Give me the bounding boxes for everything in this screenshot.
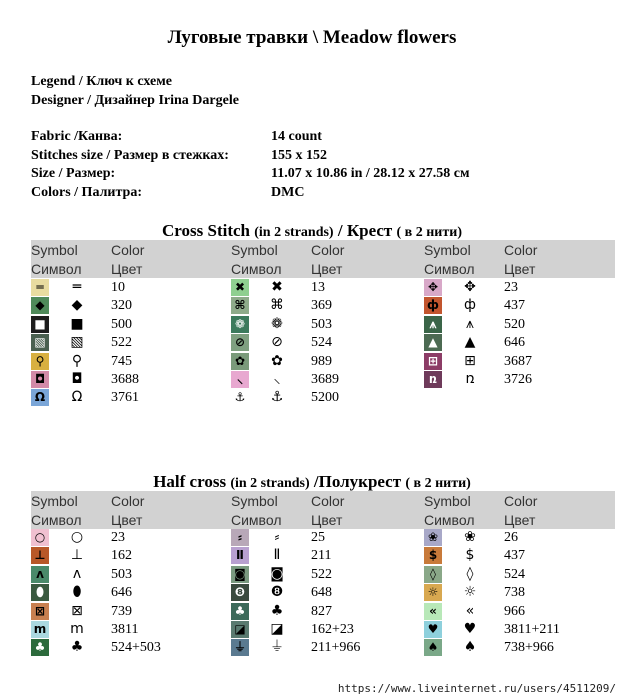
stitch-symbol-icon: ʌ [72, 565, 82, 582]
stitch-symbol-icon: ⊘ [271, 334, 283, 351]
color-swatch: ⬮ [31, 584, 49, 601]
stitch-symbol-icon: m [70, 621, 84, 637]
legend-row [424, 566, 614, 584]
stitch-symbol-icon: ♣ [70, 639, 84, 656]
legend-row [424, 371, 614, 389]
color-swatch: ♣ [231, 603, 249, 620]
source-url[interactable]: https://www.liveinternet.ru/users/4511209/ [337, 682, 616, 695]
stitch-symbol-icon: ⸜ [273, 371, 281, 387]
legend-row [31, 529, 221, 547]
dmc-color-code: 738+966 [504, 640, 554, 656]
header-symbol-ru: Символ [231, 261, 282, 277]
color-swatch: ⸜ [231, 371, 249, 388]
stitch-symbol-icon: ❁ [271, 315, 283, 332]
dmc-color-code: 500 [111, 316, 132, 332]
dmc-color-code: 3761 [111, 390, 139, 406]
color-swatch: ⏚ [231, 639, 249, 656]
stitch-symbol-icon: ⚓ [270, 389, 284, 406]
dmc-color-code: 437 [504, 548, 525, 564]
legend-row [231, 547, 421, 565]
header-symbol: Symbol [424, 493, 471, 509]
stitch-symbol-icon: « [465, 602, 475, 619]
stitch-symbol-icon: ⌘ [270, 297, 284, 314]
stitch-symbol-icon: ✖ [271, 279, 283, 295]
color-swatch: Ω [31, 389, 49, 406]
stitch-symbol-icon: ♠ [463, 639, 477, 656]
header-color: Color [111, 493, 145, 509]
dmc-color-code: 524 [504, 566, 525, 582]
header-symbol: Symbol [231, 493, 278, 509]
header-color: Color [311, 242, 345, 258]
header-symbol-ru: Символ [31, 512, 82, 528]
dmc-color-code: 3811 [111, 622, 139, 637]
stitch-symbol-icon: Ⅱ [273, 547, 281, 564]
legend-row [231, 297, 421, 315]
dmc-color-code: 646 [504, 335, 525, 351]
stitch-symbol-icon: ⏚ [270, 639, 284, 656]
color-swatch: ═ [31, 279, 49, 296]
stitch-symbol-icon: ⚲ [71, 352, 83, 369]
color-swatch: ռ [424, 371, 442, 388]
half-title-strands: (in 2 strands) [230, 476, 310, 491]
dmc-color-code: 739 [111, 603, 132, 619]
fabric-value: 14 count [271, 129, 322, 144]
stitch-symbol-icon: ♥ [463, 621, 477, 637]
header-color-ru: Цвет [311, 261, 343, 277]
stitch-symbol-icon: ռ [465, 371, 475, 387]
header-color: Color [311, 493, 345, 509]
cross-section-title [0, 221, 624, 241]
color-swatch: ⊠ [31, 603, 49, 620]
color-swatch: ⚓ [231, 389, 249, 406]
page-title: Луговые травки \ Meadow flowers [167, 27, 457, 48]
legend-row [231, 371, 421, 389]
dmc-color-code: 3811+211 [504, 622, 560, 637]
dmc-color-code: 10 [111, 280, 125, 295]
dmc-color-code: 13 [311, 280, 325, 295]
dmc-color-code: 211 [311, 548, 332, 564]
cross-title-main: Cross Stitch [162, 221, 250, 240]
color-swatch: ⩚ [424, 316, 442, 333]
legend-row [231, 316, 421, 334]
dmc-color-code: 3688 [111, 372, 139, 387]
stitch-symbol-icon: ⊥ [70, 547, 84, 564]
half-title-strands-ru: ( в 2 нити) [405, 476, 471, 491]
legend-row [231, 584, 421, 602]
size-value: 11.07 x 10.86 in / 28.12 x 27.58 см [271, 166, 470, 181]
color-swatch: $ [424, 547, 442, 564]
stitch-symbol-icon: ♣ [270, 602, 284, 619]
stitch-symbol-icon: ☼ [463, 584, 477, 601]
header-color-ru: Цвет [311, 512, 343, 528]
colors-label: Colors / Палитра: [31, 185, 142, 200]
legend-row [424, 547, 614, 565]
legend-row [424, 297, 614, 315]
dmc-color-code: 989 [311, 353, 332, 369]
color-swatch: ⊥ [31, 547, 49, 564]
stitch-symbol-icon: ⩚ [466, 315, 474, 332]
legend-row [231, 621, 421, 639]
header-color-ru: Цвет [111, 261, 143, 277]
designer-label: Designer / Дизайнер Irina Dargele [31, 93, 239, 108]
legend-row [31, 639, 221, 657]
color-swatch: ◪ [231, 621, 249, 638]
fabric-label: Fabric /Канва: [31, 129, 123, 144]
color-swatch: ■ [31, 316, 49, 333]
legend-row [231, 389, 421, 407]
color-swatch: ▲ [424, 334, 442, 351]
color-swatch: ʌ [31, 566, 49, 583]
legend-row [424, 529, 614, 547]
dmc-color-code: 522 [111, 335, 132, 351]
color-swatch: ✖ [231, 279, 249, 296]
legend-row [31, 371, 221, 389]
color-swatch: ◆ [31, 297, 49, 314]
stitch-symbol-icon: ✿ [271, 352, 283, 369]
color-swatch: ✿ [231, 353, 249, 370]
legend-label: Legend / Ключ к схеме [31, 74, 173, 89]
color-swatch: ▧ [31, 334, 49, 351]
legend-row [424, 353, 614, 371]
legend-row [231, 566, 421, 584]
stitch-symbol-icon: ◪ [270, 621, 284, 637]
header-color: Color [504, 242, 538, 258]
dmc-color-code: 522 [311, 566, 332, 582]
stitch-symbol-icon: ⊞ [464, 352, 476, 369]
dmc-color-code: 745 [111, 353, 132, 369]
stitch-symbol-icon: ◆ [71, 297, 83, 314]
color-swatch: ♥ [424, 621, 442, 638]
header-symbol-ru: Символ [31, 261, 82, 277]
color-swatch: ⊘ [231, 334, 249, 351]
stitch-symbol-icon: ○ [70, 529, 84, 545]
stitch-symbol-icon: ▧ [70, 334, 84, 351]
dmc-color-code: 503 [311, 316, 332, 332]
dmc-color-code: 646 [111, 585, 132, 601]
stitch-symbol-icon: ⸗ [274, 529, 280, 545]
legend-row [31, 621, 221, 639]
color-swatch: ◘ [31, 371, 49, 388]
legend-row [424, 279, 614, 297]
stitch-symbol-icon: ◙ [270, 565, 284, 582]
dmc-color-code: 211+966 [311, 640, 361, 656]
color-swatch: ф [424, 297, 442, 314]
dmc-color-code: 966 [504, 603, 525, 619]
color-swatch: ⚲ [31, 353, 49, 370]
dmc-color-code: 738 [504, 585, 525, 601]
legend-row [424, 316, 614, 334]
legend-row [31, 316, 221, 334]
color-swatch: ◙ [231, 566, 249, 583]
dmc-color-code: 23 [111, 530, 125, 545]
legend-row [231, 529, 421, 547]
half-title-ru: /Полукрест [313, 472, 402, 491]
legend-row [424, 603, 614, 621]
color-swatch: ♣ [31, 639, 49, 656]
stitch-symbol-icon: ◊ [466, 565, 474, 582]
stitch-symbol-icon: ▲ [464, 334, 476, 351]
dmc-color-code: 827 [311, 603, 332, 619]
legend-row [31, 566, 221, 584]
legend-row [231, 639, 421, 657]
dmc-color-code: 3726 [504, 372, 532, 387]
legend-row [31, 389, 221, 407]
header-symbol: Symbol [31, 493, 78, 509]
dmc-color-code: 369 [311, 298, 332, 314]
header-color: Color [111, 242, 145, 258]
stitch-symbol-icon: ■ [70, 315, 84, 332]
dmc-color-code: 26 [504, 530, 518, 545]
stitch-symbol-icon: ❀ [464, 529, 476, 545]
stitches-label: Stitches size / Размер в стежках: [31, 148, 229, 163]
cross-title-ru: / Крест [337, 221, 393, 240]
stitch-symbol-icon: ✥ [464, 279, 476, 295]
color-swatch: « [424, 603, 442, 620]
stitches-value: 155 x 152 [271, 148, 327, 163]
legend-row [231, 603, 421, 621]
header-color-ru: Цвет [504, 261, 536, 277]
header-color-ru: Цвет [111, 512, 143, 528]
dmc-color-code: 162+23 [311, 622, 354, 637]
dmc-color-code: 437 [504, 298, 525, 314]
color-swatch: ☼ [424, 584, 442, 601]
color-swatch: ❁ [231, 316, 249, 333]
header-symbol: Symbol [231, 242, 278, 258]
color-swatch: ⸗ [231, 529, 249, 546]
stitch-symbol-icon: ◘ [71, 371, 83, 387]
color-swatch: ❽ [231, 584, 249, 601]
header-color-ru: Цвет [504, 512, 536, 528]
half-section-title [0, 472, 624, 492]
cross-title-strands: (in 2 strands) [254, 225, 334, 240]
color-swatch: Ⅱ [231, 547, 249, 564]
legend-row [424, 584, 614, 602]
dmc-color-code: 320 [111, 298, 132, 314]
legend-row [424, 639, 614, 657]
half-title-main: Half cross [153, 472, 227, 491]
legend-row [231, 334, 421, 352]
color-swatch: ❀ [424, 529, 442, 546]
colors-value: DMC [271, 185, 305, 200]
stitch-symbol-icon: ф [464, 297, 476, 314]
legend-row [31, 334, 221, 352]
cross-title-strands-ru: ( в 2 нити) [396, 225, 462, 240]
stitch-symbol-icon: ⊠ [71, 602, 83, 619]
color-swatch: ✥ [424, 279, 442, 296]
size-label: Size / Размер: [31, 166, 116, 181]
dmc-color-code: 23 [504, 280, 518, 295]
stitch-symbol-icon: ═ [72, 279, 82, 295]
legend-row [31, 353, 221, 371]
stitch-symbol-icon: ⬮ [72, 584, 82, 601]
color-swatch: ⊞ [424, 353, 442, 370]
dmc-color-code: 162 [111, 548, 132, 564]
header-symbol-ru: Символ [231, 512, 282, 528]
dmc-color-code: 524+503 [111, 640, 161, 656]
color-swatch: ⌘ [231, 297, 249, 314]
legend-row [231, 279, 421, 297]
legend-row [424, 621, 614, 639]
dmc-color-code: 3689 [311, 372, 339, 387]
dmc-color-code: 3687 [504, 353, 532, 369]
legend-row [31, 603, 221, 621]
dmc-color-code: 503 [111, 566, 132, 582]
color-swatch: m [31, 621, 49, 638]
legend-row [31, 297, 221, 315]
legend-row [231, 353, 421, 371]
header-color: Color [504, 493, 538, 509]
header-symbol: Symbol [424, 242, 471, 258]
color-swatch: ○ [31, 529, 49, 546]
stitch-symbol-icon: Ω [71, 389, 83, 406]
stitch-symbol-icon: $ [465, 547, 475, 564]
dmc-color-code: 520 [504, 316, 525, 332]
color-swatch: ♠ [424, 639, 442, 656]
dmc-color-code: 5200 [311, 390, 339, 406]
legend-row [31, 547, 221, 565]
legend-row [31, 584, 221, 602]
header-symbol: Symbol [31, 242, 78, 258]
header-symbol-ru: Символ [424, 261, 475, 277]
header-symbol-ru: Символ [424, 512, 475, 528]
dmc-color-code: 25 [311, 530, 325, 545]
color-swatch: ◊ [424, 566, 442, 583]
dmc-color-code: 524 [311, 335, 332, 351]
legend-row [424, 334, 614, 352]
stitch-symbol-icon: ❽ [270, 584, 284, 601]
legend-row [31, 279, 221, 297]
dmc-color-code: 648 [311, 585, 332, 601]
